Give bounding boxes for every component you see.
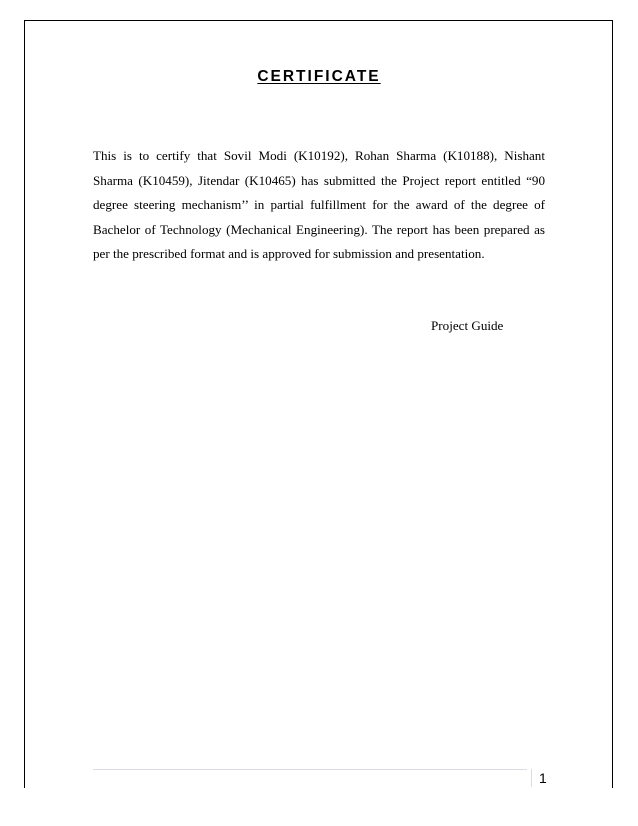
page-number: 1 — [539, 770, 547, 786]
footer-separator — [531, 769, 532, 787]
certificate-title: CERTIFICATE — [257, 68, 381, 85]
page-border — [24, 20, 613, 788]
footer-divider — [93, 769, 527, 770]
project-guide-label: Project Guide — [431, 318, 504, 333]
certificate-body: This is to certify that Sovil Modi (K10192), Rohan Sharma (K10188), Nishant Sharma (K10459), Jitendar (K10465) has submitted the Project report entitled “90 degree steering mechanism’’ in partial fulfillment for the award of the degree of Bachelor of Technology (Mechanical Engineering). The report has been prepared as per the prescribed format and is approved for submission and presentation. — [93, 148, 545, 262]
